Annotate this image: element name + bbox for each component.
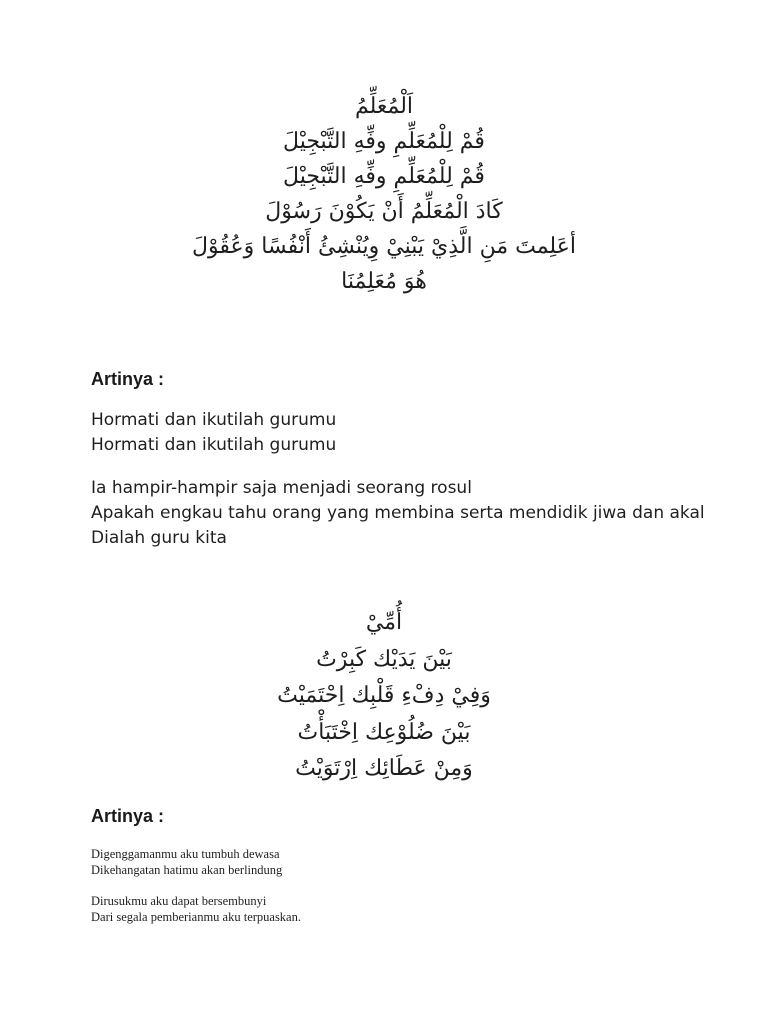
poem-line: وَمِنْ عَطَائِك اِرْتَوَيْتُ	[295, 756, 473, 781]
translation-line: Ia hampir-hampir saja menjadi seorang rosul	[91, 478, 472, 498]
translation-line: Hormati dan ikutilah gurumu	[91, 410, 337, 430]
translation-stanza	[91, 408, 336, 458]
arabic-poem-mother	[0, 605, 768, 788]
poem-title: اَلْمُعَلِّمُ	[354, 94, 414, 119]
translation-heading: Artinya :	[91, 806, 165, 826]
translation-line: Digenggamanmu aku tumbuh dewasa	[91, 847, 280, 861]
translation-line: Dirusukmu aku dapat bersembunyi	[91, 894, 267, 908]
translation-stanza	[91, 846, 282, 878]
translation-stanza	[91, 893, 301, 925]
poem-line: قُمْ لِلْمُعَلِّمِ وفِّهِ التَّبْجِيْلَ	[283, 129, 485, 154]
arabic-poem-teacher	[0, 89, 768, 299]
translation-stanza	[91, 476, 705, 551]
translation-line: Dialah guru kita	[91, 528, 227, 548]
poem-line: قُمْ لِلْمُعَلِّمِ وفِّهِ التَّبْجِيْلَ	[283, 164, 485, 189]
translation-line: Dikehangatan hatimu akan berlindung	[91, 863, 283, 877]
poem-title: أُمِّيْ	[365, 610, 403, 635]
poem-line: بَيْنَ ضُلُوْعِك اِخْتَبَأْتُ	[297, 719, 471, 745]
poem-line: كَادَ الْمُعَلِّمُ أَنْ يَكُوْنَ رَسُوْلَ	[265, 199, 503, 224]
translation-line: Dari segala pemberianmu aku terpuaskan.	[91, 910, 301, 924]
poem-line: أعَلِمتَ مَنِ الَّذِيْ يَبْنِيْ وِيُنْشِئُ أَنْفُسًا وَعُقُوْلَ	[192, 234, 576, 259]
poem-line: بَيْنَ يَدَيْك كَبِرْتُ	[316, 646, 452, 672]
poem-line: هُوَ مُعَلِمُنَا	[341, 269, 427, 294]
translation-line: Apakah engkau tahu orang yang membina serta mendidik jiwa dan akal	[91, 503, 705, 523]
translation-heading: Artinya :	[91, 369, 165, 389]
poem-line: وَفِيْ دِفْءِ قَلْبِك اِحْتَمَيْتُ	[277, 683, 491, 708]
translation-line: Hormati dan ikutilah gurumu	[91, 435, 337, 455]
